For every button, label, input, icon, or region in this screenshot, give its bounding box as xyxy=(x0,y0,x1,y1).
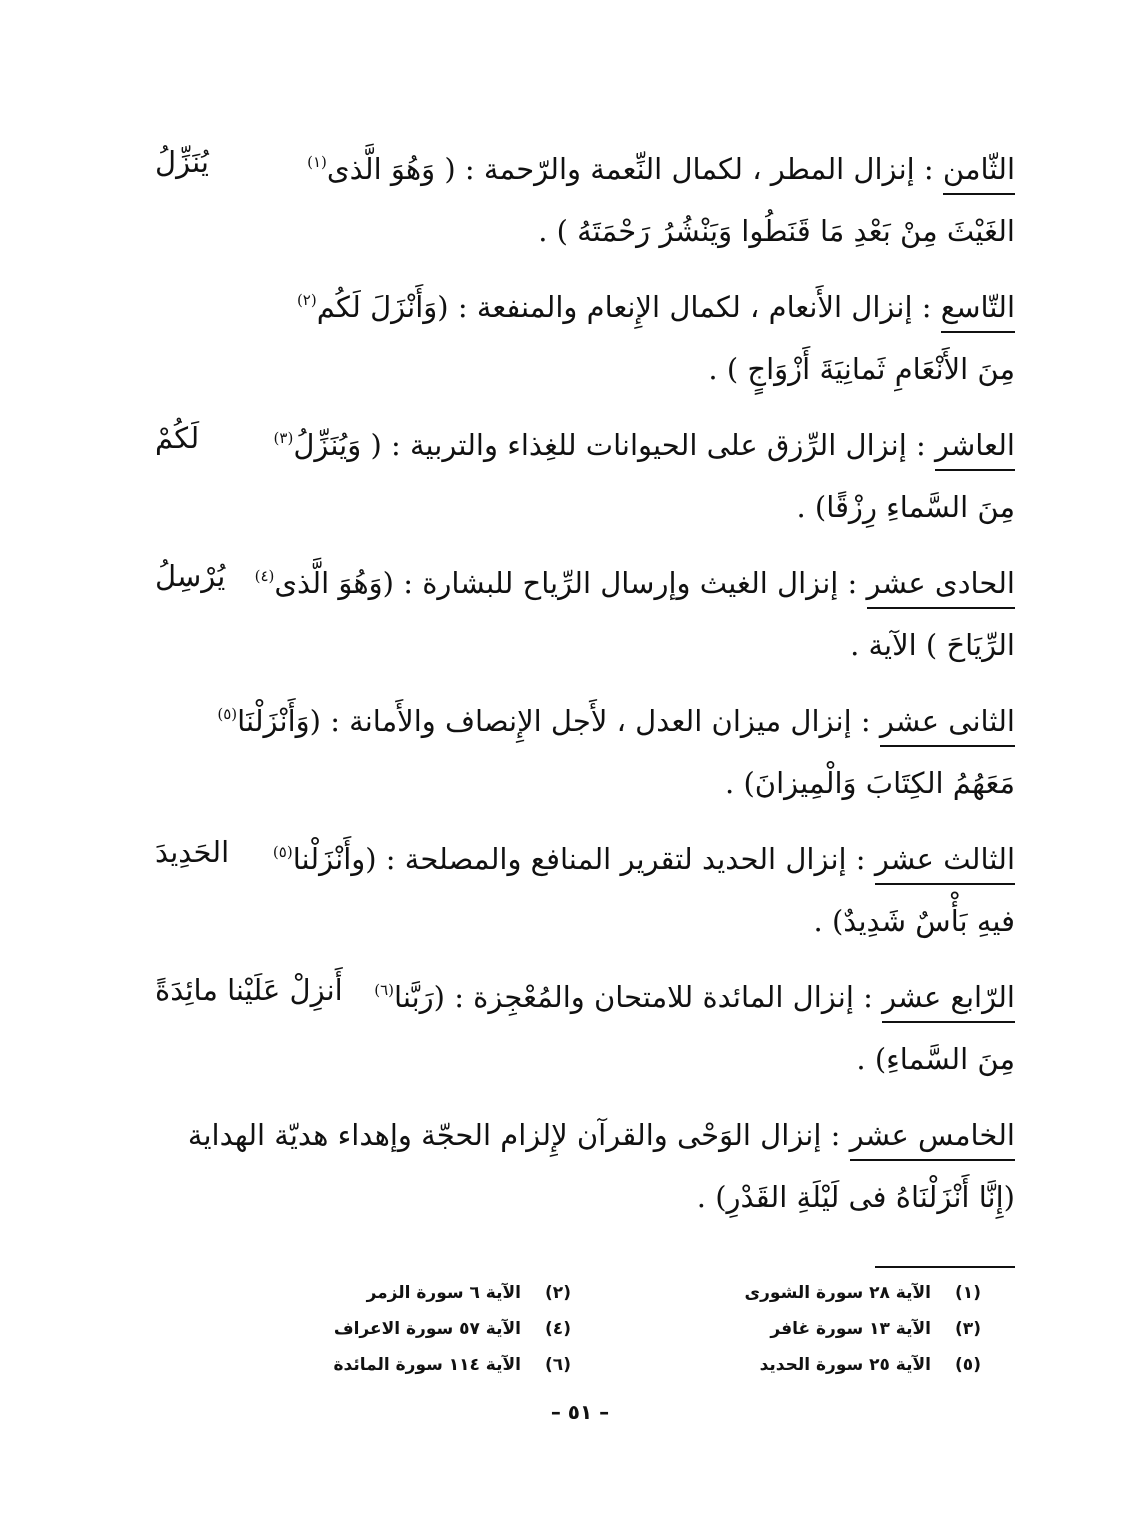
footnote-item xyxy=(575,1276,985,1310)
line-content xyxy=(297,266,1015,335)
line-content xyxy=(274,404,1015,473)
paragraph-text: : إنزال المطر ، لكمال النِّعمة والرّحمة : ( وَهُوَ الَّذى xyxy=(326,152,934,186)
footnote-text: الآية ٥٧ سورة الاعراف xyxy=(333,1319,521,1339)
footnote-ref: (١) xyxy=(307,153,327,171)
paragraph-text: : إنزال الأَنعام ، لكمال الإِنعام والمنفعة : (وَأَنْزَلَ لَكُم xyxy=(316,290,932,324)
footnote-number: (٥) xyxy=(955,1355,981,1375)
paragraph-line xyxy=(155,956,1015,1025)
line-content xyxy=(217,680,1015,749)
paragraph-line: مِنَ السَّماءِ رِزْقًا) . xyxy=(796,490,1015,524)
footnote-separator xyxy=(875,1266,1015,1268)
paragraph-line xyxy=(155,404,1015,473)
line-tail: يُنَزِّلُ xyxy=(155,145,209,179)
paragraph-line xyxy=(155,266,1015,335)
footnote-number: (٣) xyxy=(955,1319,981,1339)
paragraph-text: : إنزال الغيث وإرسال الرِّياح للبشارة : (وَهُوَ الَّذى xyxy=(274,566,858,600)
line-tail: لَكُمْ xyxy=(155,421,200,455)
section-label: العاشر xyxy=(935,425,1015,471)
footnote-ref: (٤) xyxy=(254,567,275,585)
paragraph-line: (إِنَّا أَنْزَلْنَاهُ فى لَيْلَةِ القَدْرِ) . xyxy=(696,1180,1015,1214)
paragraph-line xyxy=(155,542,1015,611)
footnote-item xyxy=(575,1312,985,1346)
paragraph-text: : إنزال المائدة للامتحان والمُعْجِزة : (رَبَّنا xyxy=(394,980,873,1014)
footnote-item xyxy=(165,1312,575,1346)
section-label: الحادى عشر xyxy=(867,563,1015,609)
paragraph-line: مَعَهُمُ الكِتَابَ وَالْمِيزانَ) . xyxy=(725,766,1015,800)
footnote-ref: (٢) xyxy=(296,291,317,309)
footnote-number: (٤) xyxy=(545,1319,571,1339)
section-label: الرّابع عشر xyxy=(882,977,1015,1023)
page-number: – ٥١ – xyxy=(550,1400,610,1424)
paragraph-text: : إنزال ميزان العدل ، لأَجل الإِنصاف والأَمانة : (وَأَنْزَلْنَا xyxy=(237,704,871,738)
paragraph-line: الغَيْثَ مِنْ بَعْدِ مَا قَنَطُوا وَيَنْشُرُ رَحْمَتَهُ ) . xyxy=(538,214,1015,248)
paragraph-line: مِنَ السَّماءِ) . xyxy=(856,1042,1015,1076)
footnote-item xyxy=(575,1348,985,1382)
paragraph-line: الرِّيَاحَ ) الآية . xyxy=(850,628,1015,662)
section-label: التّاسع xyxy=(941,287,1015,333)
footnote-number: (٢) xyxy=(545,1283,571,1303)
section-label: الثّامن xyxy=(943,149,1015,195)
main-text xyxy=(155,128,1015,1232)
paragraph-text: : إنزال الرِّزق على الحيوانات للغِذاء والتربية : ( وَيُنَزِّلُ xyxy=(293,428,926,462)
footnote-number: (٦) xyxy=(545,1355,571,1375)
paragraph-line: مِنَ الأَنْعَامِ ثَمانِيَةَ أَزْوَاجٍ ) . xyxy=(708,352,1015,386)
paragraph-text: : إنزال الوَحْى والقرآن لإِلزام الحجّة وإهداء هديّة الهداية xyxy=(187,1118,841,1152)
line-content xyxy=(307,128,1015,197)
paragraph-text: : إنزال الحديد لتقرير المنافع والمصلحة : (وأَنْزَلْنا xyxy=(292,842,866,876)
paragraph-line xyxy=(155,818,1015,887)
footnote-ref: (٥) xyxy=(272,843,293,861)
line-content xyxy=(255,542,1015,611)
paragraph-line xyxy=(155,128,1015,197)
line-tail: أَنزِلْ عَلَيْنا مائِدَةً xyxy=(155,973,343,1007)
footnote-ref: (٦) xyxy=(374,981,394,999)
footnote-text: الآية ٢٨ سورة الشورى xyxy=(744,1283,931,1303)
footnote-text: الآية ١٣ سورة غافر xyxy=(770,1319,931,1339)
footnote-text: الآية ٦ سورة الزمر xyxy=(366,1283,521,1303)
line-content xyxy=(374,956,1015,1025)
line-content xyxy=(188,1094,1015,1163)
footnote-ref: (٣) xyxy=(273,429,294,447)
section-label: الثانى عشر xyxy=(880,701,1015,747)
footnotes xyxy=(165,1276,985,1382)
section-label: الخامس عشر xyxy=(850,1115,1015,1161)
paragraph-line xyxy=(155,680,1015,749)
footnote-number: (١) xyxy=(955,1283,981,1303)
footnote-text: الآية ٢٥ سورة الحديد xyxy=(759,1355,931,1375)
footnote-item xyxy=(165,1276,575,1310)
paragraph-line: فيهِ بَأْسٌ شَدِيدٌ) . xyxy=(813,904,1015,938)
line-content xyxy=(273,818,1015,887)
line-tail: يُرْسِلُ xyxy=(155,559,226,593)
footnote-item xyxy=(165,1348,575,1382)
section-label: الثالث عشر xyxy=(875,839,1015,885)
footnote-ref: (٥) xyxy=(217,705,238,723)
paragraph-line xyxy=(155,1094,1015,1163)
line-tail: الحَدِيدَ xyxy=(155,835,230,869)
footnote-text: الآية ١١٤ سورة المائدة xyxy=(333,1355,521,1375)
